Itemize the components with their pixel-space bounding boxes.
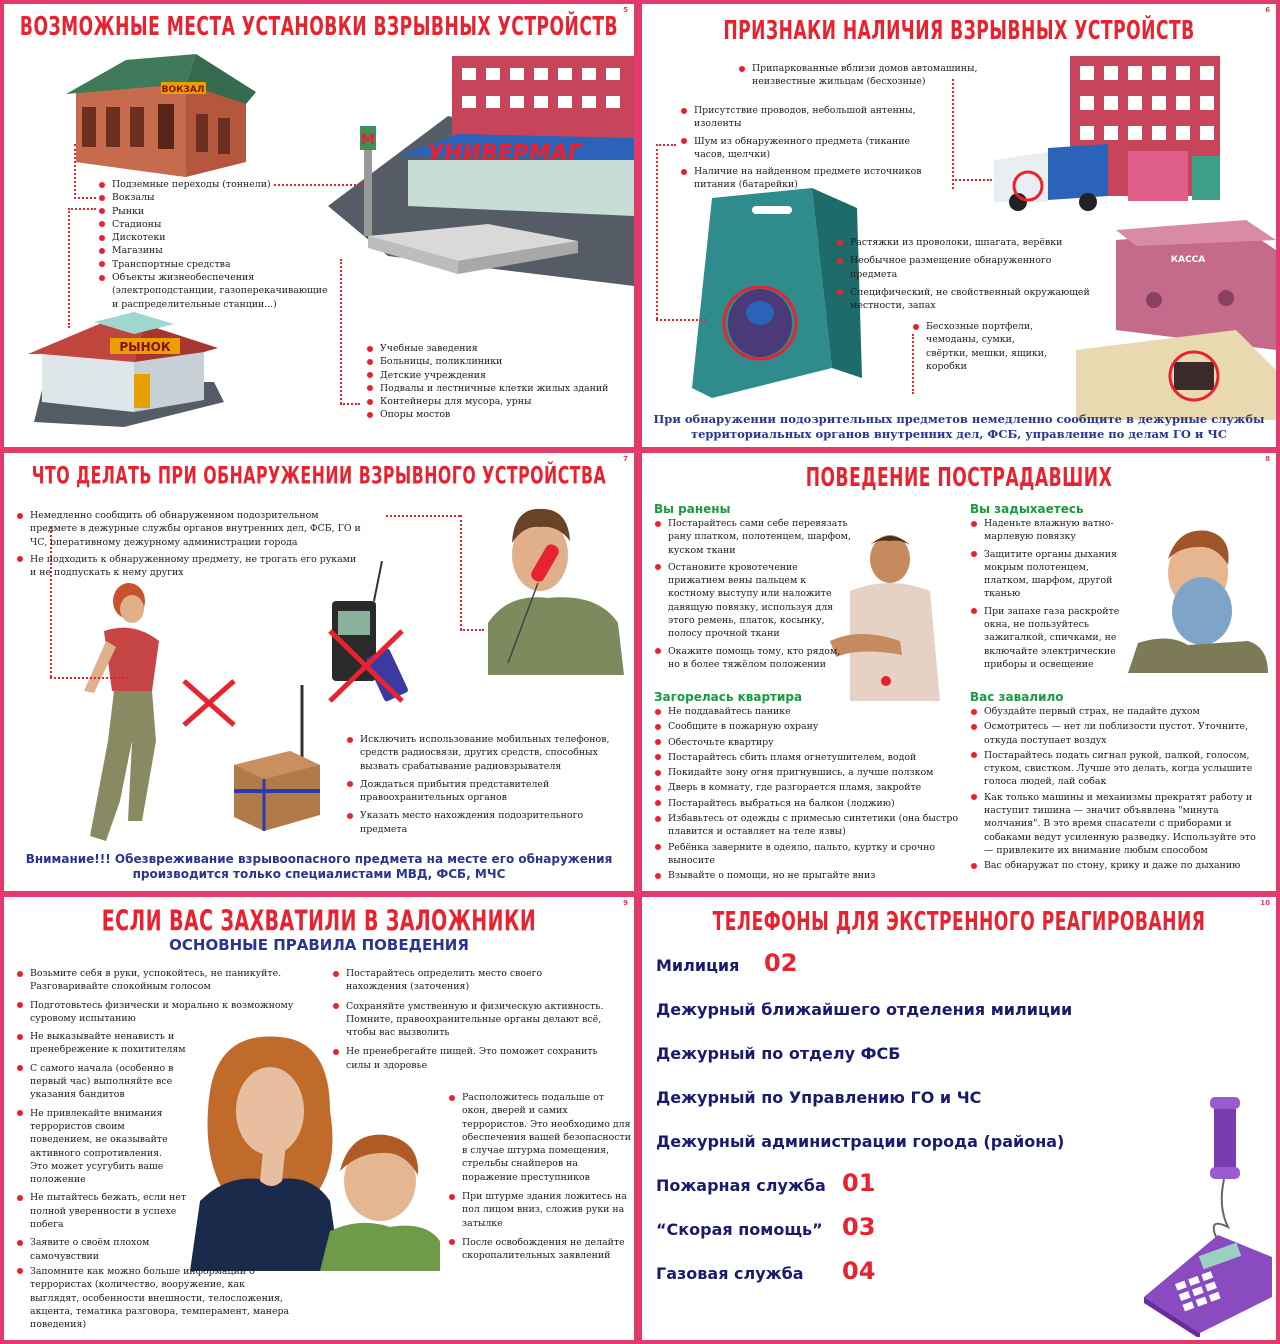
rules-list-middle xyxy=(330,967,606,1072)
list-item: С самого начала (особенно в первый час) выполняйте все указания бандитов xyxy=(14,1062,190,1102)
list-item: Не выказывайте ненависть и пренебрежение к похитителям xyxy=(14,1030,190,1057)
market-sign: РЫНОК xyxy=(119,340,171,354)
list-item: Расположитесь подальше от окон, дверей и самих террористов. Это необходимо для обеспечения вашей безопасности в случае штурма помещения, стрельбы снайперов на поражение преступников xyxy=(446,1091,632,1184)
list-item: Шум из обнаруженного предмета (тикание часов, щелчки) xyxy=(678,135,938,162)
list-item: Осмотритесь — нет ли поблизости пустот. Уточните, откуда поступает воздух xyxy=(968,720,1268,747)
actions-list-bottom xyxy=(344,733,624,836)
panel-title: ВОЗМОЖНЫЕ МЕСТА УСТАНОВКИ ВЗРЫВНЫХ УСТРОЙСТВ xyxy=(19,12,619,42)
list-item: Взывайте о помощи, но не прыгайте вниз xyxy=(652,869,962,882)
phone-label: Дежурный по отделу ФСБ xyxy=(656,1044,901,1063)
signs-list-right xyxy=(834,236,1092,312)
department-store-illustration xyxy=(328,56,634,326)
list-item: Стадионы xyxy=(96,218,336,231)
page-number: 7 xyxy=(623,455,628,463)
list-item: Постарайтесь подать сигнал рукой, палкой, голосом, стуком, свистком. Лучше это делать, когда услышите голоса людей, лай собак xyxy=(968,749,1268,789)
phone-number: 03 xyxy=(842,1213,876,1241)
rules-list-left xyxy=(14,967,294,1331)
sign-bags xyxy=(910,320,1060,373)
list-item: Заявите о своём плохом самочувствии xyxy=(14,1236,160,1263)
phones-crossed-illustration xyxy=(322,561,422,731)
list-item: Обесточьте квартиру xyxy=(652,736,962,749)
section-title-choking: Вы задыхаетесь xyxy=(970,502,1084,516)
metro-sign: М xyxy=(361,132,375,148)
list-item: Возьмите себя в руки, успокойтесь, не паникуйте. Разговаривайте спокойным голосом xyxy=(14,967,294,994)
list-item: Запомните как можно больше информации о террористах (количество, вооружение, как выглядят, особенности внешности, телосложения, акцента, тематика разговора, темперамент, манера поведения) xyxy=(14,1265,294,1331)
section-title-fire: Загорелась квартира xyxy=(654,690,803,704)
phone-label: Милиция xyxy=(656,956,740,975)
ticket-office-illustration xyxy=(1076,220,1276,420)
list-item: Вас обнаружат по стону, крику и даже по дыханию xyxy=(968,859,1268,872)
list-item: Учебные заведения xyxy=(364,342,624,355)
page-number: 9 xyxy=(623,899,628,907)
rules-list-right xyxy=(446,1091,632,1263)
list-item: Присутствие проводов, небольшой антенны, изоленты xyxy=(678,104,938,131)
page-number: 6 xyxy=(1265,6,1270,14)
list-item: Как только машины и механизмы прекратят работу и наступит тишина — значит объявлена "минута молчания". В это время спасатели с приборами и собаками ведут усиленную разведку. Используйте это — привлеките их внимание любым способом xyxy=(968,791,1268,857)
panel-emergency-phones xyxy=(642,897,1276,1340)
woman-reaching-illustration xyxy=(24,581,174,851)
station-sign: ВОКЗАЛ xyxy=(161,85,205,95)
phone-number: 02 xyxy=(764,949,798,977)
list-item: Специфический, не свойственный окружающей местности, запах xyxy=(834,286,1092,313)
panel-signs-of-explosives xyxy=(642,4,1276,447)
list-item: Немедленно сообщить об обнаруженном подозрительном предмете в дежурные службы органов внутренних дел, ФСБ, ГО и ЧС, оперативному дежурному администрации города xyxy=(14,509,364,549)
list-item: Обуздайте первый страх, не падайте духом xyxy=(968,705,1268,718)
page-number: 10 xyxy=(1260,899,1270,907)
list-item: Избавьтесь от одежды с примесью синтетики (она быстро плавится и оставляет на теле язвы) xyxy=(652,812,962,839)
list-item: Контейнеры для мусора, урны xyxy=(364,395,624,408)
list-item: Сообщите в пожарную охрану xyxy=(652,720,962,733)
telephone-icon xyxy=(1138,1097,1272,1337)
suspicious-box-illustration xyxy=(230,685,330,835)
panel-victim-behavior xyxy=(642,453,1276,891)
list-item: Вокзалы xyxy=(96,191,336,204)
list-item: Постарайтесь сами себе перевязать рану платком, полотенцем, шарфом, куском ткани xyxy=(652,517,852,557)
section-title-rubble: Вас завалило xyxy=(970,690,1064,704)
phone-label: Пожарная служба xyxy=(656,1176,826,1195)
list-item: После освобождения не делайте скоропалительных заявлений xyxy=(446,1236,632,1263)
list-item: Припаркованные вблизи домов автомашины, неизвестные жильцам (бесхозные) xyxy=(736,62,986,89)
list-item: Растяжки из проволоки, шпагата, верёвки xyxy=(834,236,1092,249)
list-item: Необычное размещение обнаруженного предмета xyxy=(834,254,1092,281)
list-item: Покидайте зону огня пригнувшись, а лучше ползком xyxy=(652,766,962,779)
list-item: Исключить использование мобильных телефонов, средств радиосвязи, других средств, способных вызвать срабатывание радиовзрывателя xyxy=(344,733,624,773)
list-item: Магазины xyxy=(96,244,336,257)
phone-label: “Скорая помощь” xyxy=(656,1220,823,1239)
list-item: Ребёнка заверните в одеяло, пальто, куртку и срочно выносите xyxy=(652,841,962,868)
actions-list-top xyxy=(14,509,364,579)
list-item: Защитите органы дыхания мокрым полотенцем, платком, шарфом, другой тканью xyxy=(968,548,1122,601)
list-item: Подготовьтесь физически и морально к возможному суровому испытанию xyxy=(14,999,294,1026)
panel-what-to-do xyxy=(4,453,634,891)
fire-list xyxy=(652,705,962,883)
man-on-phone-illustration xyxy=(478,503,624,675)
phone-number: 04 xyxy=(842,1257,876,1285)
list-item: Рынки xyxy=(96,205,336,218)
report-note: При обнаружении подозрительных предметов немедленно сообщите в дежурные службы территориальных органов внутренних дел, ФСБ, управление по делам ГО и ЧС xyxy=(653,412,1265,441)
panel-title: ЕСЛИ ВАС ЗАХВАТИЛИ В ЗАЛОЖНИКИ xyxy=(101,905,537,938)
list-item: Не поддавайтесь панике xyxy=(652,705,962,718)
list-item: Не подходить к обнаруженному предмету, не трогать его руками и не подпускать к нему других xyxy=(14,553,364,580)
parked-truck-illustration xyxy=(988,56,1272,211)
list-item: Остановите кровотечение прижатием вены пальцем к костному выступу или наложите давящую повязку, используя для этого ремень, платок, косынку, полосу прочной ткани xyxy=(652,561,852,641)
phone-label: Дежурный администрации города (района) xyxy=(656,1132,1065,1151)
list-item: Дождаться прибытия представителей правоохранительных органов xyxy=(344,778,624,805)
panel-hostage-rules xyxy=(4,897,634,1340)
list-item: Не пренебрегайте пищей. Это поможет сохранить силы и здоровье xyxy=(330,1045,606,1072)
list-item: Дискотеки xyxy=(96,231,336,244)
list-item: Наличие на найденном предмете источников питания (батарейки) xyxy=(678,165,938,192)
locations-list-primary xyxy=(96,178,336,311)
list-item: Транспортные средства xyxy=(96,258,336,271)
list-item: Подвалы и лестничные клетки жилых зданий xyxy=(364,382,624,395)
list-item: Бесхозные портфели, чемоданы, сумки, свёртки, мешки, ящики, коробки xyxy=(910,320,1060,373)
choking-man-illustration xyxy=(1128,523,1268,673)
phone-number: 01 xyxy=(842,1169,876,1197)
list-item: Детские учреждения xyxy=(364,369,624,382)
list-item: Постарайтесь выбраться на балкон (лоджию) xyxy=(652,797,962,810)
section-title-wounded: Вы ранены xyxy=(654,502,731,516)
phone-label: Дежурный ближайшего отделения милиции xyxy=(656,1000,1073,1019)
wounded-list xyxy=(652,517,852,671)
list-item: Постарайтесь определить место своего нахождения (заточения) xyxy=(330,967,606,994)
panel-possible-locations xyxy=(4,4,634,447)
list-item: Дверь в комнату, где разгорается пламя, закройте xyxy=(652,781,962,794)
list-item: Опоры мостов xyxy=(364,408,624,421)
train-station-illustration xyxy=(66,52,256,182)
locations-list-secondary xyxy=(364,342,624,422)
sign-cars xyxy=(736,62,986,89)
phone-label: Дежурный по Управлению ГО и ЧС xyxy=(656,1088,982,1107)
market-illustration xyxy=(24,312,224,427)
list-item: Сохраняйте умственную и физическую активность. Помните, правоохранительные органы делают всё, чтобы вас вызволить xyxy=(330,1000,606,1040)
choking-list xyxy=(968,517,1122,671)
panel-title: ЧТО ДЕЛАТЬ ПРИ ОБНАРУЖЕНИИ ВЗРЫВНОГО УСТРОЙСТВА xyxy=(31,463,607,490)
store-sign: УНИВЕРМАГ xyxy=(425,140,584,166)
list-item: Не пытайтесь бежать, если нет полной уверенности в успехе побега xyxy=(14,1191,190,1231)
list-item: Не привлекайте внимания террористов своим поведением, не оказывайте активного сопротивления. Это может усугубить ваше положение xyxy=(14,1107,176,1187)
page-number: 8 xyxy=(1265,455,1270,463)
ticket-office-sign: КАССА xyxy=(1170,255,1206,265)
warning-note: Внимание!!! Обезвреживание взрывоопасного предмета на месте его обнаружения производится только специалистами МВД, ФСБ, МЧС xyxy=(25,852,613,881)
list-item: Указать место нахождения подозрительного предмета xyxy=(344,809,624,836)
list-item: Окажите помощь тому, кто рядом, но в более тяжёлом положении xyxy=(652,645,852,672)
page-number: 5 xyxy=(623,6,628,14)
list-item: При штурме здания ложитесь на пол лицом вниз, сложив руки на затылке xyxy=(446,1190,632,1230)
phone-label: Газовая служба xyxy=(656,1264,804,1283)
list-item: При запахе газа раскройте окна, не пользуйтесь зажигалкой, спичками, не включайте электрические приборы и освещение xyxy=(968,605,1122,671)
list-item: Наденьте влажную ватно-марлевую повязку xyxy=(968,517,1122,544)
rubble-list xyxy=(968,705,1268,873)
panel-title: ПОВЕДЕНИЕ ПОСТРАДАВШИХ xyxy=(805,463,1113,493)
list-item: Больницы, поликлиники xyxy=(364,355,624,368)
list-item: Подземные переходы (тоннели) xyxy=(96,178,336,191)
panel-title: ПРИЗНАКИ НАЛИЧИЯ ВЗРЫВНЫХ УСТРОЙСТВ xyxy=(723,16,1195,46)
signs-list-left xyxy=(678,104,938,192)
panel-title: ТЕЛЕФОНЫ ДЛЯ ЭКСТРЕННОГО РЕАГИРОВАНИЯ xyxy=(712,907,1206,937)
panel-subtitle: ОСНОВНЫЕ ПРАВИЛА ПОВЕДЕНИЯ xyxy=(169,936,469,954)
list-item: Объекты жизнеобеспечения (электроподстанции, газоперекачивающие и распределительные станции...) xyxy=(96,271,336,311)
list-item: Постарайтесь сбить пламя огнетушителем, водой xyxy=(652,751,962,764)
